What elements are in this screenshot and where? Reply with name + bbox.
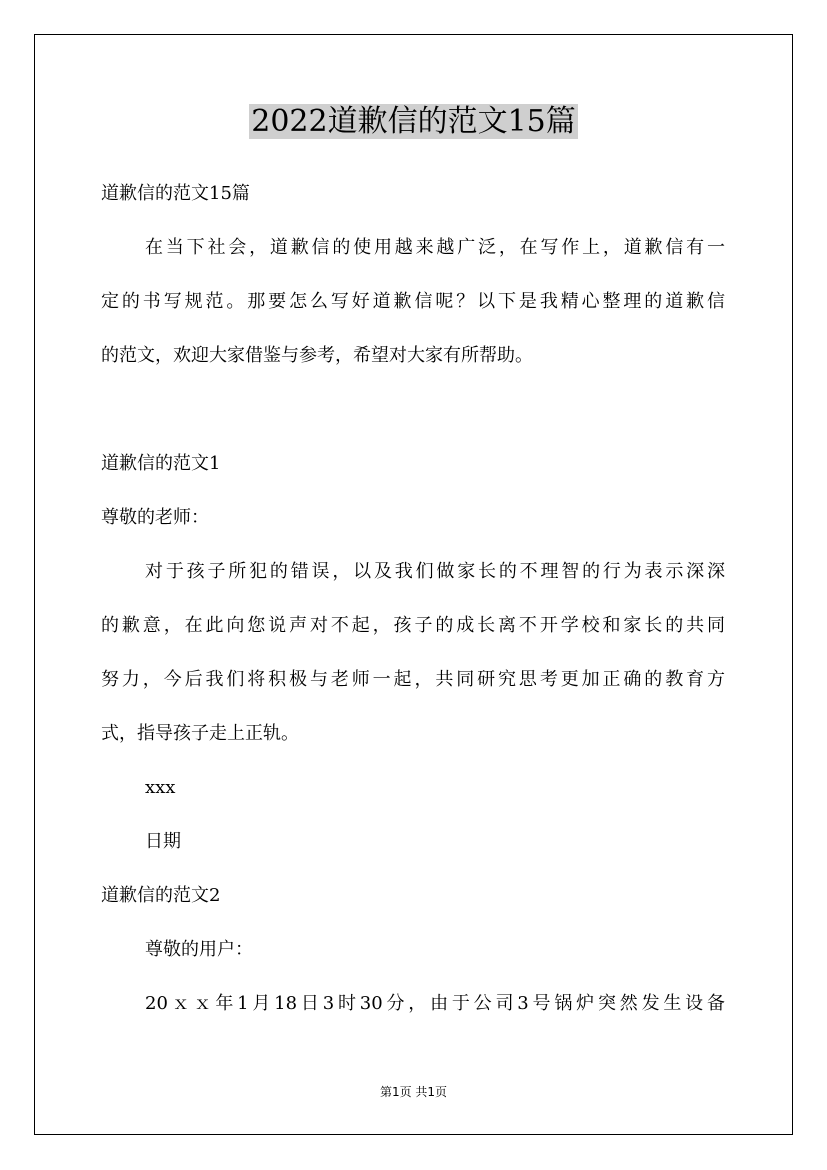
sample2-body-line-1: 20ｘｘ年1月18日3时30分，由于公司3号锅炉突然发生设备 [145, 993, 725, 1014]
sample1-body-line-3: 努力，今后我们将积极与老师一起，共同研究思考更加正确的教育方 [101, 669, 725, 690]
sample1-body-line-1: 对于孩子所犯的错误，以及我们做家长的不理智的行为表示深深 [145, 561, 725, 582]
document-title [0, 100, 827, 144]
document-title-text: 2022道歉信的范文15篇 [251, 104, 576, 139]
sample1-signature: xxx [145, 777, 176, 798]
sample2-salutation: 尊敬的用户： [145, 939, 253, 960]
sample1-body-line-2: 的歉意，在此向您说声对不起，孩子的成长离不开学校和家长的共同 [101, 615, 725, 636]
sample1-salutation: 尊敬的老师： [101, 507, 209, 528]
intro-line-2: 定的书写规范。那要怎么写好道歉信呢？以下是我精心整理的道歉信 [101, 291, 725, 312]
sample2-heading: 道歉信的范文2 [101, 885, 221, 906]
document-subtitle: 道歉信的范文15篇 [101, 183, 250, 204]
sample1-heading: 道歉信的范文1 [101, 453, 221, 474]
intro-line-1: 在当下社会，道歉信的使用越来越广泛，在写作上，道歉信有一 [145, 237, 725, 258]
intro-line-3: 的范文，欢迎大家借鉴与参考，希望对大家有所帮助。 [101, 345, 533, 366]
sample1-date: 日期 [145, 831, 181, 852]
sample1-body-line-4: 式，指导孩子走上正轨。 [101, 723, 299, 744]
page-footer: 第1页 共1页 [379, 1085, 448, 1099]
